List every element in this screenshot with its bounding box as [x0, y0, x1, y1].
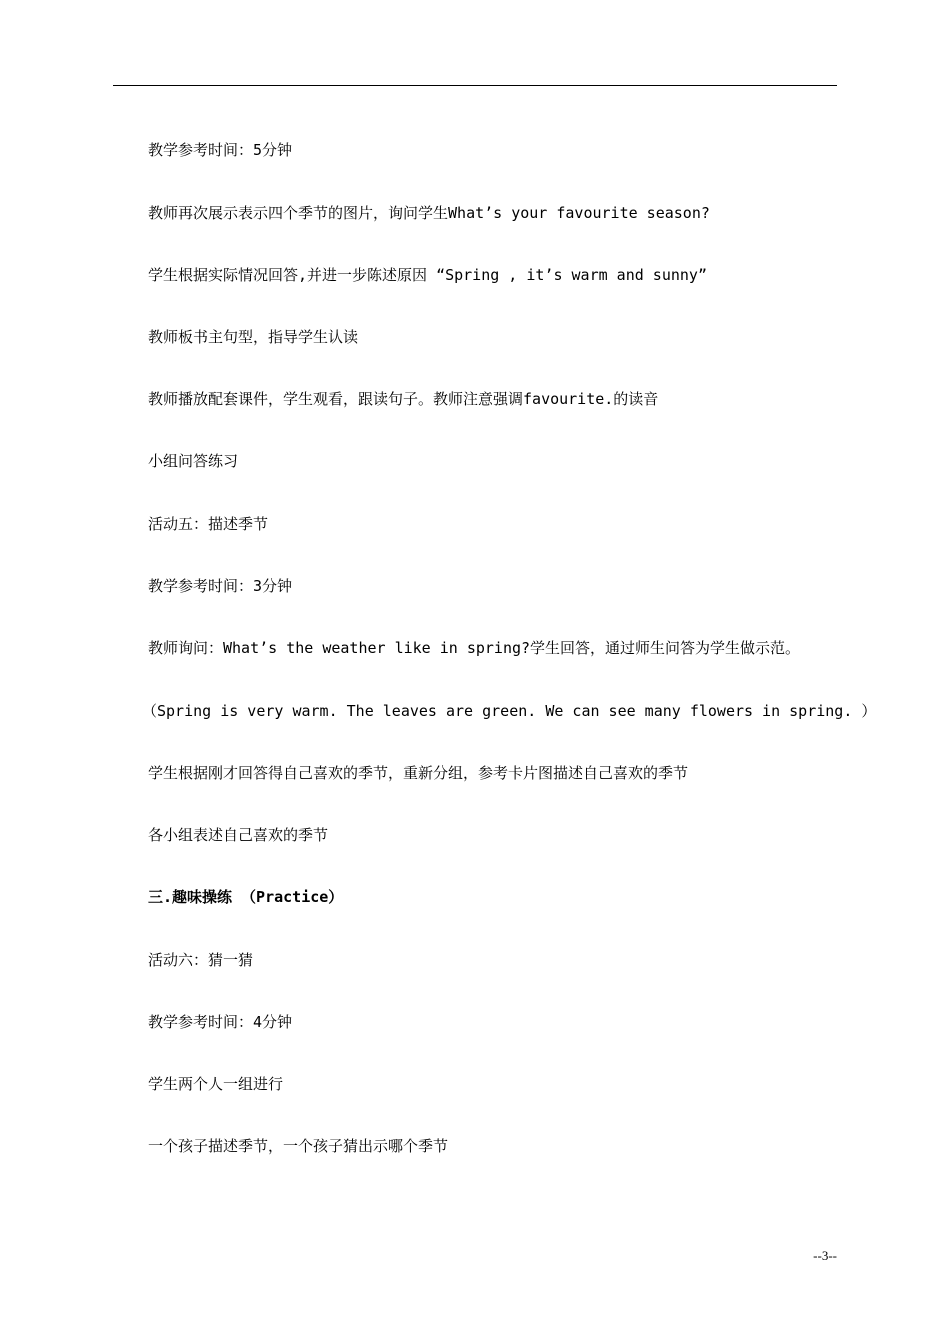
paragraph-line: 教师板书主句型，指导学生认读 [148, 328, 359, 346]
activity-heading: 活动五：描述季节 [148, 515, 269, 533]
paragraph-line: 教师询问：What’s the weather like in spring?学生回答，通过师生问答为学生做示范。 [148, 639, 801, 657]
section-heading: 三.趣味操练 （Practice） [148, 888, 344, 906]
paragraph-line: 教学参考时间：3分钟 [148, 577, 293, 595]
paragraph-line: 教师播放配套课件，学生观看，跟读句子。教师注意强调favourite.的读音 [148, 390, 659, 408]
paragraph-line: 教学参考时间：4分钟 [148, 1013, 293, 1031]
paragraph-line: 学生根据刚才回答得自己喜欢的季节，重新分组，参考卡片图描述自己喜欢的季节 [148, 764, 689, 782]
header-rule [113, 85, 837, 86]
paragraph-line: 教师再次展示表示四个季节的图片，询问学生What’s your favourite season? [148, 204, 710, 222]
paragraph-line: 各小组表述自己喜欢的季节 [148, 826, 329, 844]
activity-heading: 活动六：猜一猜 [148, 951, 254, 969]
paragraph-line: （Spring is very warm. The leaves are green. We can see many flowers in spring. ） [142, 702, 877, 720]
paragraph-line: 一个孩子描述季节，一个孩子猜出示哪个季节 [148, 1137, 449, 1155]
paragraph-line: 小组问答练习 [148, 452, 239, 470]
paragraph-line: 教学参考时间：5分钟 [148, 141, 293, 159]
paragraph-line: 学生两个人一组进行 [148, 1075, 284, 1093]
page-number: --3-- [813, 1248, 837, 1263]
paragraph-line: 学生根据实际情况回答,并进一步陈述原因 “Spring , it’s warm and sunny” [148, 266, 707, 284]
